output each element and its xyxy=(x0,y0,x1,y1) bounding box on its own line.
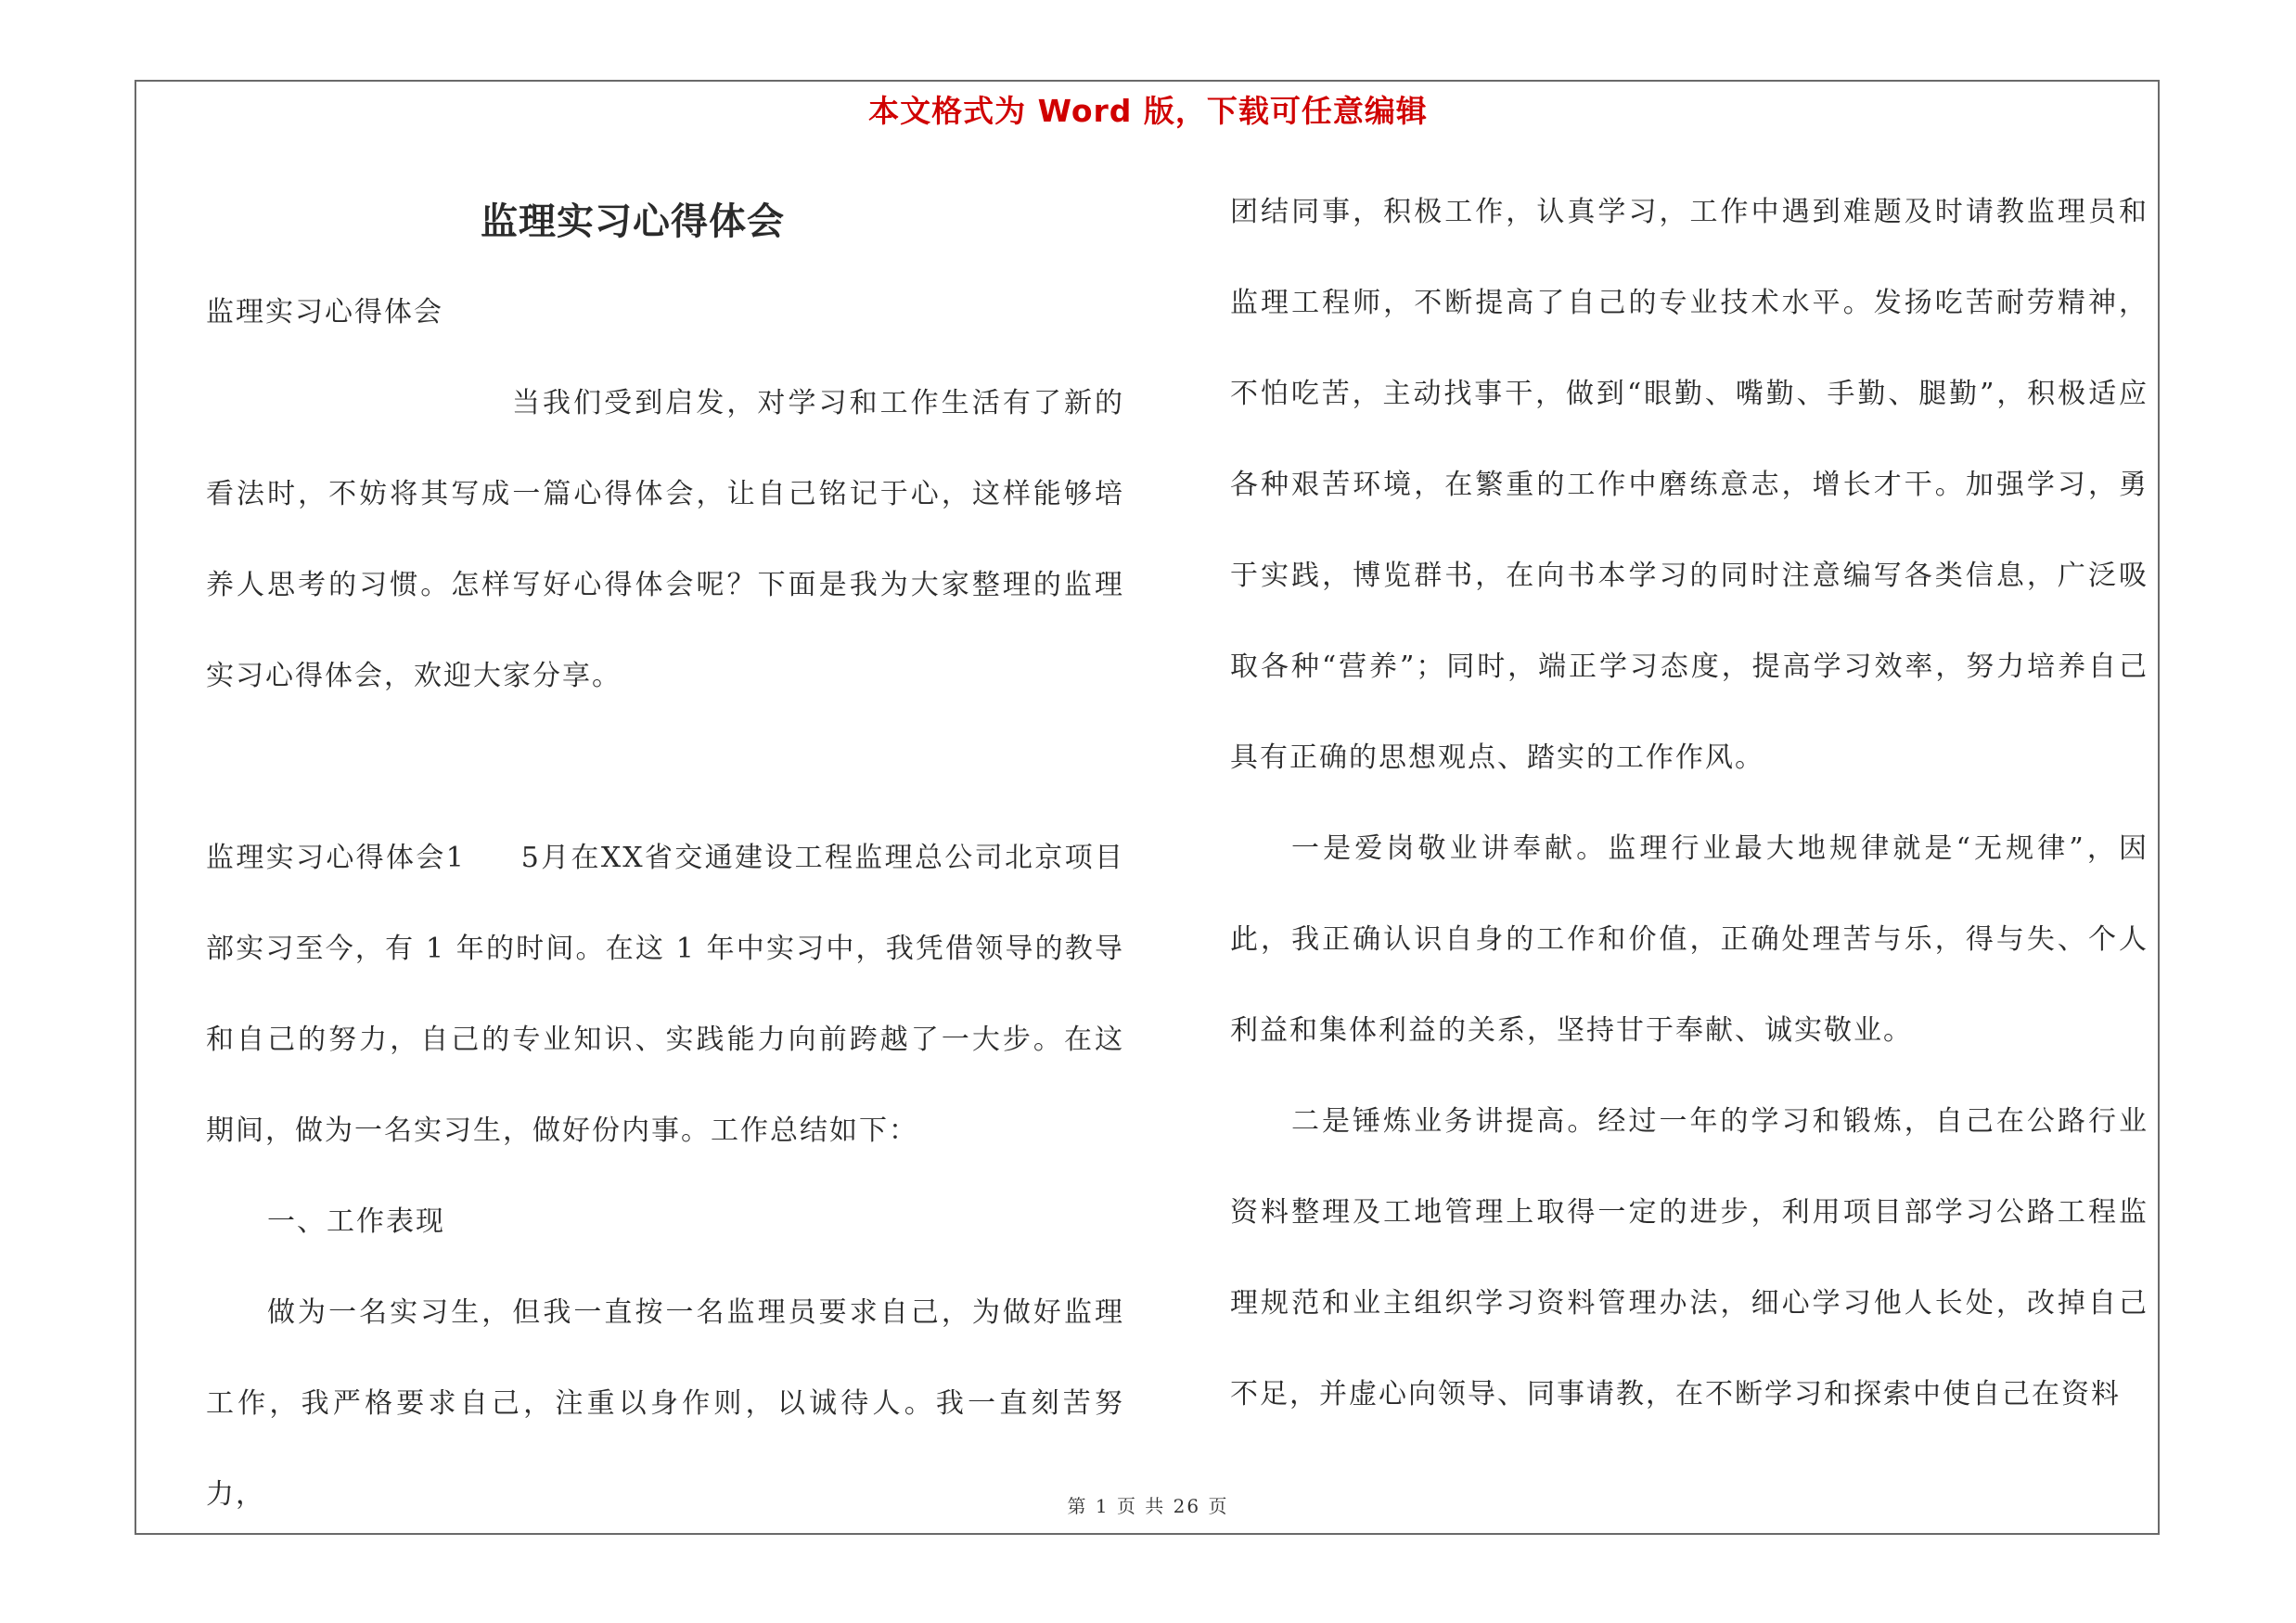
document-title: 监理实习心得体会 xyxy=(481,200,785,243)
blank-line xyxy=(206,722,1124,813)
point-two-paragraph: 二是锤炼业务讲提高。经过一年的学习和锻炼，自己在公路行业资料整理及工地管理上取得一定的进步，利用项目部学习公路工程监理规范和业主组织学习资料管理办法，细心学习他人长处，改掉自己不足，并虚心向领导、同事请教，在不断学习和探索中使自己在资料 xyxy=(1230,1105,2148,1410)
continued-paragraph: 团结同事，积极工作，认真学习，工作中遇到难题及时请教监理员和监理工程师，不断提高了自己的专业技术水平。发扬吃苦耐劳精神，不怕吃苦，主动找事干，做到“眼勤、嘴勤、手勤、腿勤”，积极适应各种艰苦环境，在繁重的工作中磨练意志，增长才干。加强学习，勇于实践，博览群书，在向书本学习的同时注意编写各类信息，广泛吸取各种“营养”；同时，端正学习态度，提高学习效率，努力培养自己具有正确的思想观点、踏实的工作作风。 xyxy=(1230,196,2148,774)
right-column xyxy=(1230,167,2148,1440)
section1-paragraph xyxy=(206,813,1124,1177)
left-column xyxy=(206,176,1124,1540)
page-number-footer: 第 1 页 共 26 页 xyxy=(1067,1495,1229,1517)
work-paragraph: 做为一名实习生，但我一直按一名监理员要求自己，为做好监理工作，我严格要求自己，注重以身作则，以诚待人。我一直刻苦努力， xyxy=(206,1296,1124,1511)
format-banner: 本文格式为 Word 版，下载可任意编辑 xyxy=(868,93,1428,129)
document-subtitle: 监理实习心得体会 xyxy=(206,296,443,328)
heading-work-performance: 一、工作表现 xyxy=(267,1205,445,1238)
section1-title: 监理实习心得体会1 xyxy=(206,842,466,874)
intro-paragraph: 当我们受到启发，对学习和工作生活有了新的看法时，不妨将其写成一篇心得体会，让自己铭记于心，这样能够培养人思考的习惯。怎样写好心得体会呢？下面是我为大家整理的监理实习心得体会，欢迎大家分享。 xyxy=(206,387,1124,692)
section1-body: 5月在XX省交通建设工程监理总公司北京项目部实习至今，有 1 年的时间。在这 1 年中实习中，我凭借领导的教导和自己的努力，自己的专业知识、实践能力向前跨越了一大步。在这期间，做为一名实习生，做好份内事。工作总结如下： xyxy=(206,842,1124,1147)
point-one-paragraph: 一是爱岗敬业讲奉献。监理行业最大地规律就是“无规律”，因此，我正确认识自身的工作和价值，正确处理苦与乐，得与失、个人利益和集体利益的关系，坚持甘于奉献、诚实敬业。 xyxy=(1230,832,2148,1047)
